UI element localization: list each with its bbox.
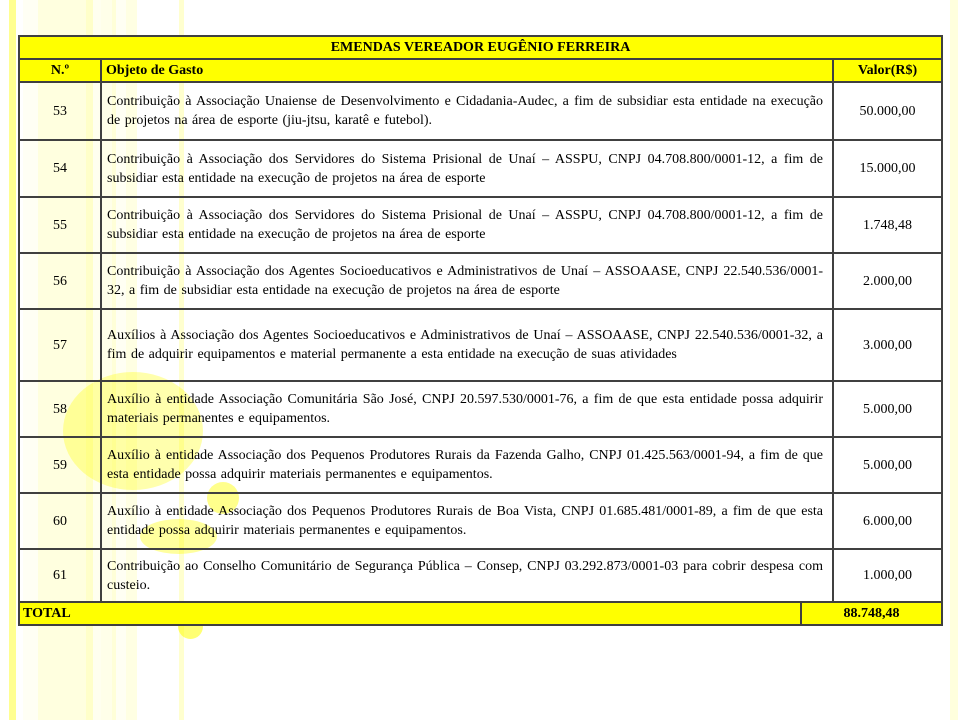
table-row: [19, 140, 942, 197]
row-valor-cell: 3.000,00: [833, 309, 942, 381]
column-header-valor: Valor(R$): [833, 59, 942, 82]
row-valor-cell: 2.000,00: [833, 253, 942, 309]
row-objeto-cell: Contribuição à Associação dos Agentes Socioeducativos e Administrativos de Unaí – ASSOAASE, CNPJ 22.540.536/0001-32, a fim de subsidiar esta entidade na execução de projetos na área de esporte: [101, 253, 833, 309]
row-number-cell: 61: [19, 549, 101, 602]
row-valor-cell: 50.000,00: [833, 82, 942, 140]
row-number-cell: 56: [19, 253, 101, 309]
row-valor-cell: 1.000,00: [833, 549, 942, 602]
row-number-cell: 53: [19, 82, 101, 140]
row-number-cell: 59: [19, 437, 101, 493]
table-title-row: [19, 36, 942, 59]
row-number-cell: 54: [19, 140, 101, 197]
table-row: [19, 437, 942, 493]
row-valor-cell: 5.000,00: [833, 437, 942, 493]
table-row: [19, 549, 942, 602]
row-objeto-cell: Auxílios à Associação dos Agentes Socioeducativos e Administrativos de Unaí – ASSOAASE, CNPJ 22.540.536/0001-32, a fim de adquirir equipamentos e material permanente a esta entidade na execução de suas atividades: [101, 309, 833, 381]
column-header-objeto: Objeto de Gasto: [101, 59, 833, 82]
row-number-cell: 57: [19, 309, 101, 381]
emendas-table: [18, 35, 943, 626]
column-header-num: N.º: [19, 59, 101, 82]
row-objeto-cell: Contribuição à Associação Unaiense de Desenvolvimento e Cidadania-Audec, a fim de subsidiar esta entidade na execução de projetos na área de esporte (jiu-jtsu, karatê e futebol).: [101, 82, 833, 140]
table-title: EMENDAS VEREADOR EUGÊNIO FERREIRA: [19, 36, 942, 59]
row-number-cell: 55: [19, 197, 101, 253]
total-value: 88.748,48: [801, 602, 942, 625]
row-valor-cell: 15.000,00: [833, 140, 942, 197]
row-valor-cell: 5.000,00: [833, 381, 942, 437]
row-valor-cell: 1.748,48: [833, 197, 942, 253]
row-objeto-cell: Auxílio à entidade Associação Comunitária São José, CNPJ 20.597.530/0001-76, a fim de que esta entidade possa adquirir materiais permanentes e equipamentos.: [101, 381, 833, 437]
row-objeto-cell: Contribuição à Associação dos Servidores do Sistema Prisional de Unaí – ASSPU, CNPJ 04.708.800/0001-12, a fim de subsidiar esta entidade na execução de projetos na área de esporte: [101, 140, 833, 197]
row-valor-cell: 6.000,00: [833, 493, 942, 549]
table-row: [19, 309, 942, 381]
table-header-row: [19, 59, 942, 82]
total-label: TOTAL: [19, 602, 801, 625]
table-total-row: [19, 602, 942, 625]
table-row: [19, 82, 942, 140]
row-objeto-cell: Contribuição ao Conselho Comunitário de Segurança Pública – Consep, CNPJ 03.292.873/0001-03 para cobrir despesa com custeio.: [101, 549, 833, 602]
right-stripe-decoration: [950, 0, 958, 720]
table-row: [19, 381, 942, 437]
row-number-cell: 60: [19, 493, 101, 549]
row-objeto-cell: Auxílio à entidade Associação dos Pequenos Produtores Rurais de Boa Vista, CNPJ 01.685.481/0001-89, a fim de que esta entidade possa adquirir materiais permanentes e equipamentos.: [101, 493, 833, 549]
table-row: [19, 197, 942, 253]
row-objeto-cell: Auxílio à entidade Associação dos Pequenos Produtores Rurais da Fazenda Galho, CNPJ 01.425.563/0001-94, a fim de que esta entidade possa adquirir materiais permanentes e equipamentos.: [101, 437, 833, 493]
row-number-cell: 58: [19, 381, 101, 437]
row-objeto-cell: Contribuição à Associação dos Servidores do Sistema Prisional de Unaí – ASSPU, CNPJ 04.708.800/0001-12, a fim de subsidiar esta entidade na execução de projetos na área de esporte: [101, 197, 833, 253]
table-row: [19, 493, 942, 549]
table-row: [19, 253, 942, 309]
